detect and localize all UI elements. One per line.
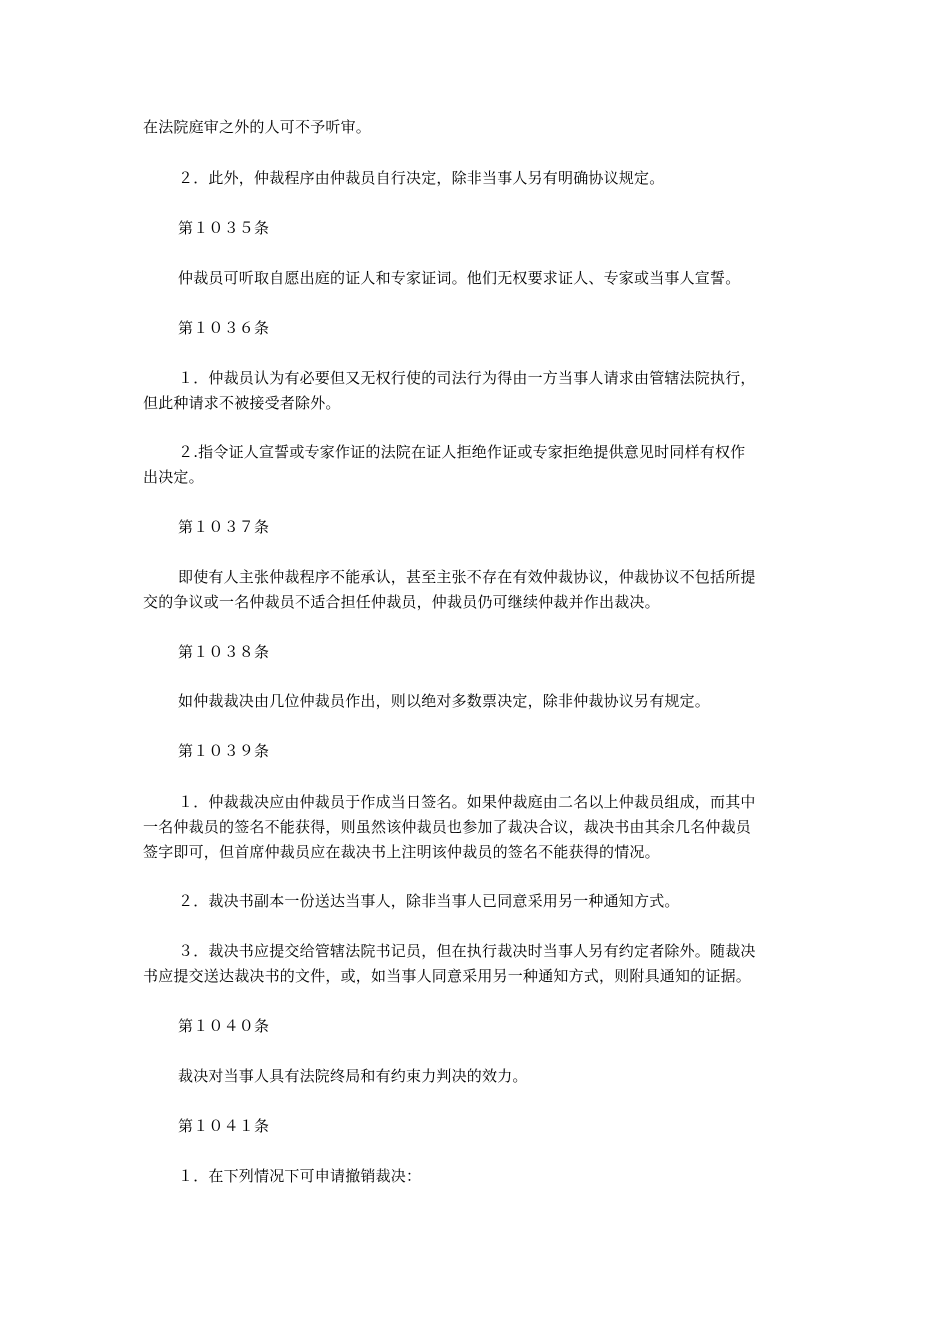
article-heading-1041: 第１０４１条 [178, 1117, 270, 1135]
paragraph-1036-item-2-line-1: ２.指令证人宣誓或专家作证的法院在证人拒绝作证或专家拒绝提供意见时同样有权作 [178, 443, 746, 461]
paragraph-1040: 裁决对当事人具有法院终局和有约束力判决的效力。 [178, 1067, 528, 1085]
paragraph-1039-item-2: ２．裁决书副本一份送达当事人，除非当事人已同意采用另一种通知方式。 [178, 892, 680, 910]
paragraph-1036-item-2-line-2: 出决定。 [143, 468, 204, 486]
paragraph-1038: 如仲裁裁决由几位仲裁员作出，则以绝对多数票决定，除非仲裁协议另有规定。 [178, 692, 711, 710]
paragraph-1039-item-3-line-1: ３．裁决书应提交给管辖法院书记员，但在执行裁决时当事人另有约定者除外。随裁决 [178, 942, 756, 960]
paragraph-1036-item-1-line-2: 但此种请求不被接受者除外。 [143, 394, 341, 412]
paragraph-1041-item-1: １．在下列情况下可申请撤销裁决： [178, 1167, 422, 1185]
article-heading-1038: 第１０３８条 [178, 643, 270, 661]
article-heading-1036: 第１０３６条 [178, 319, 270, 337]
paragraph-item-2: ２．此外，仲裁程序由仲裁员自行决定，除非当事人另有明确协议规定。 [178, 169, 665, 187]
article-heading-1039: 第１０３９条 [178, 742, 270, 760]
article-heading-1040: 第１０４０条 [178, 1017, 270, 1035]
paragraph-1036-item-1-line-1: １．仲裁员认为有必要但又无权行使的司法行为得由一方当事人请求由管辖法院执行， [178, 369, 756, 387]
paragraph-continuation: 在法院庭审之外的人可不予听审。 [143, 118, 372, 136]
paragraph-1039-item-1-line-3: 签字即可，但首席仲裁员应在裁决书上注明该仲裁员的签名不能获得的情况。 [143, 843, 660, 861]
paragraph-1039-item-3-line-2: 书应提交送达裁决书的文件，或，如当事人同意采用另一种通知方式，则附具通知的证据。 [143, 967, 752, 985]
paragraph-1039-item-1-line-2: 一名仲裁员的签名不能获得，则虽然该仲裁员也参加了裁决合议，裁决书由其余几名仲裁员 [143, 818, 752, 836]
paragraph-1037-line-2: 交的争议或一名仲裁员不适合担任仲裁员，仲裁员仍可继续仲裁并作出裁决。 [143, 593, 660, 611]
paragraph-article-1035: 仲裁员可听取自愿出庭的证人和专家证词。他们无权要求证人、专家或当事人宣誓。 [178, 269, 741, 287]
article-heading-1035: 第１０３５条 [178, 219, 270, 237]
article-heading-1037: 第１０３７条 [178, 518, 270, 536]
paragraph-1037-line-1: 即使有人主张仲裁程序不能承认，甚至主张不存在有效仲裁协议，仲裁协议不包括所提 [178, 568, 756, 586]
paragraph-1039-item-1-line-1: １．仲裁裁决应由仲裁员于作成当日签名。如果仲裁庭由二名以上仲裁员组成，而其中 [178, 793, 756, 811]
